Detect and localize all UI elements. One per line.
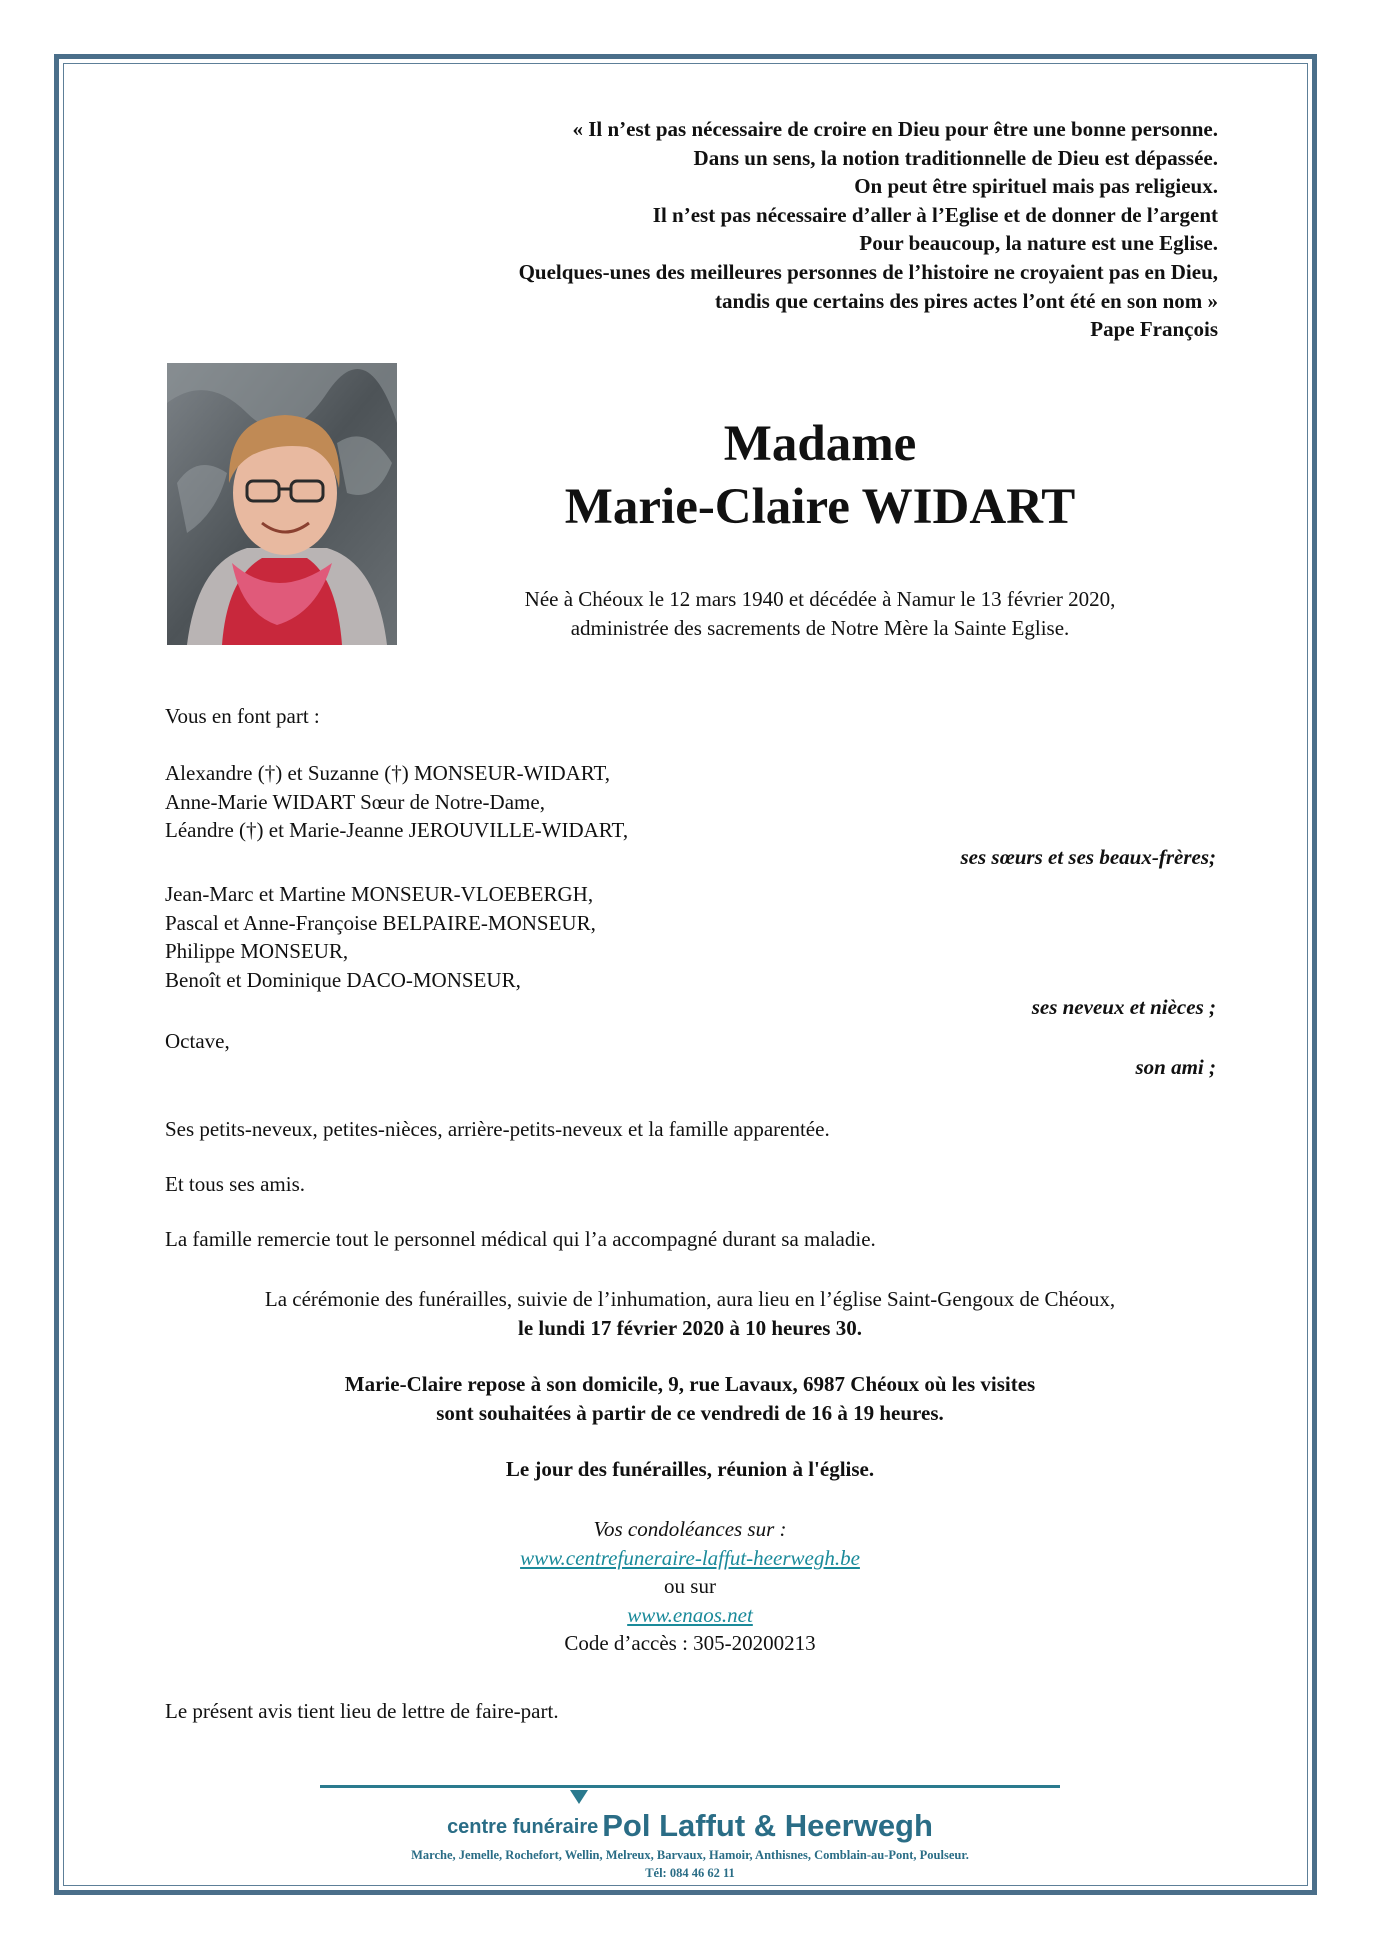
quote-line: « Il n’est pas nécessaire de croire en Dieu pour être une bonne personne. bbox=[572, 117, 1218, 141]
quote-line: On peut être spirituel mais pas religieux. bbox=[854, 174, 1218, 199]
brand-name: Pol Laffut & Heerwegh bbox=[602, 1808, 933, 1843]
list-item: Philippe MONSEUR, bbox=[165, 939, 349, 963]
funeral-home-logo bbox=[320, 1808, 1060, 1844]
family-group-2 bbox=[165, 880, 596, 994]
list-item: Pascal et Anne-Françoise BELPAIRE-MONSEUR, bbox=[165, 910, 596, 935]
ceremony-block bbox=[160, 1285, 1220, 1342]
footer-divider bbox=[320, 1785, 1060, 1788]
condolences-block bbox=[160, 1515, 1220, 1658]
quote-line: tandis que certains des pires actes l’ont été en son nom » bbox=[714, 288, 1218, 313]
ceremony-date: le lundi 17 février 2020 à 10 heures 30. bbox=[518, 1315, 862, 1340]
deceased-name: Marie-Claire WIDART bbox=[564, 479, 1076, 535]
quote-line: Il n’est pas nécessaire d’aller à l’Eglise et de donner de l’argent bbox=[652, 202, 1218, 227]
quote-line: Pour beaucoup, la nature est une Eglise. bbox=[859, 231, 1218, 256]
closing-line: Le présent avis tient lieu de lettre de faire-part. bbox=[165, 1699, 559, 1723]
quote-author: Pape François bbox=[1090, 317, 1218, 342]
list-item: Léandre (†) et Marie-Jeanne JEROUVILLE-WIDART, bbox=[165, 818, 629, 842]
footer-phone: Tél: 084 46 62 11 bbox=[645, 1866, 735, 1880]
condolences-label: Vos condoléances sur : bbox=[593, 1517, 787, 1541]
list-item: Jean-Marc et Martine MONSEUR-VLOEBERGH, bbox=[165, 882, 594, 906]
extended-family: Ses petits-neveux, petites-nièces, arrière-petits-neveux et la famille apparentée. bbox=[165, 1117, 830, 1141]
sacraments-line: administrée des sacrements de Notre Mère la Sainte Eglise. bbox=[570, 616, 1070, 640]
friends-line: Et tous ses amis. bbox=[165, 1172, 305, 1196]
condolences-link-secondary[interactable]: www.enaos.net bbox=[627, 1602, 753, 1627]
relation-label: son ami ; bbox=[1135, 1055, 1216, 1079]
family-group-3 bbox=[165, 1027, 230, 1056]
relation-label: ses sœurs et ses beaux-frères; bbox=[960, 845, 1216, 869]
rest-line: Marie-Claire repose à son domicile, 9, rue Lavaux, 6987 Chéoux où les visites bbox=[344, 1372, 1036, 1396]
relation-label: ses neveux et nièces ; bbox=[1031, 995, 1216, 1019]
birth-death-line: Née à Chéoux le 12 mars 1940 et décédée à Namur le 13 février 2020, bbox=[524, 587, 1116, 611]
quote-block bbox=[268, 115, 1218, 344]
quote-line: Quelques-unes des meilleures personnes de l’histoire ne croyaient pas en Dieu, bbox=[518, 259, 1218, 284]
footer-towns: Marche, Jemelle, Rochefort, Wellin, Melreux, Barvaux, Hamoir, Anthisnes, Comblain-au-Pont, Poulseur. bbox=[411, 1848, 969, 1862]
access-code: Code d’accès : 305-20200213 bbox=[564, 1631, 816, 1655]
list-item: Benoît et Dominique DACO-MONSEUR, bbox=[165, 967, 521, 992]
meeting-line: Le jour des funérailles, réunion à l'église. bbox=[505, 1457, 875, 1481]
deceased-title: Madame bbox=[723, 416, 917, 472]
rest-block bbox=[160, 1370, 1220, 1427]
list-item: Alexandre (†) et Suzanne (†) MONSEUR-WIDART, bbox=[165, 761, 611, 785]
quote-line: Dans un sens, la notion traditionnelle de Dieu est dépassée. bbox=[693, 145, 1218, 170]
thanks-line: La famille remercie tout le personnel médical qui l’a accompagné durant sa maladie. bbox=[165, 1227, 876, 1251]
birth-death-block bbox=[440, 585, 1200, 643]
intro-text: Vous en font part : bbox=[165, 704, 320, 728]
footer-triangle-icon bbox=[570, 1790, 588, 1804]
or-label: ou sur bbox=[664, 1574, 716, 1598]
list-item: Octave, bbox=[165, 1029, 230, 1053]
deceased-name-block bbox=[460, 413, 1180, 539]
rest-line: sont souhaitées à partir de ce vendredi de 16 à 19 heures. bbox=[436, 1400, 944, 1425]
list-item: Anne-Marie WIDART Sœur de Notre-Dame, bbox=[165, 789, 545, 814]
ceremony-line: La cérémonie des funérailles, suivie de l’inhumation, aura lieu en l’église Saint-Gengoux de Chéoux, bbox=[264, 1287, 1116, 1311]
portrait-photo bbox=[167, 363, 397, 645]
brand-prefix: centre funéraire bbox=[447, 1816, 599, 1838]
family-group-1 bbox=[165, 759, 628, 845]
condolences-link-primary[interactable]: www.centrefuneraire-laffut-heerwegh.be bbox=[520, 1545, 860, 1570]
